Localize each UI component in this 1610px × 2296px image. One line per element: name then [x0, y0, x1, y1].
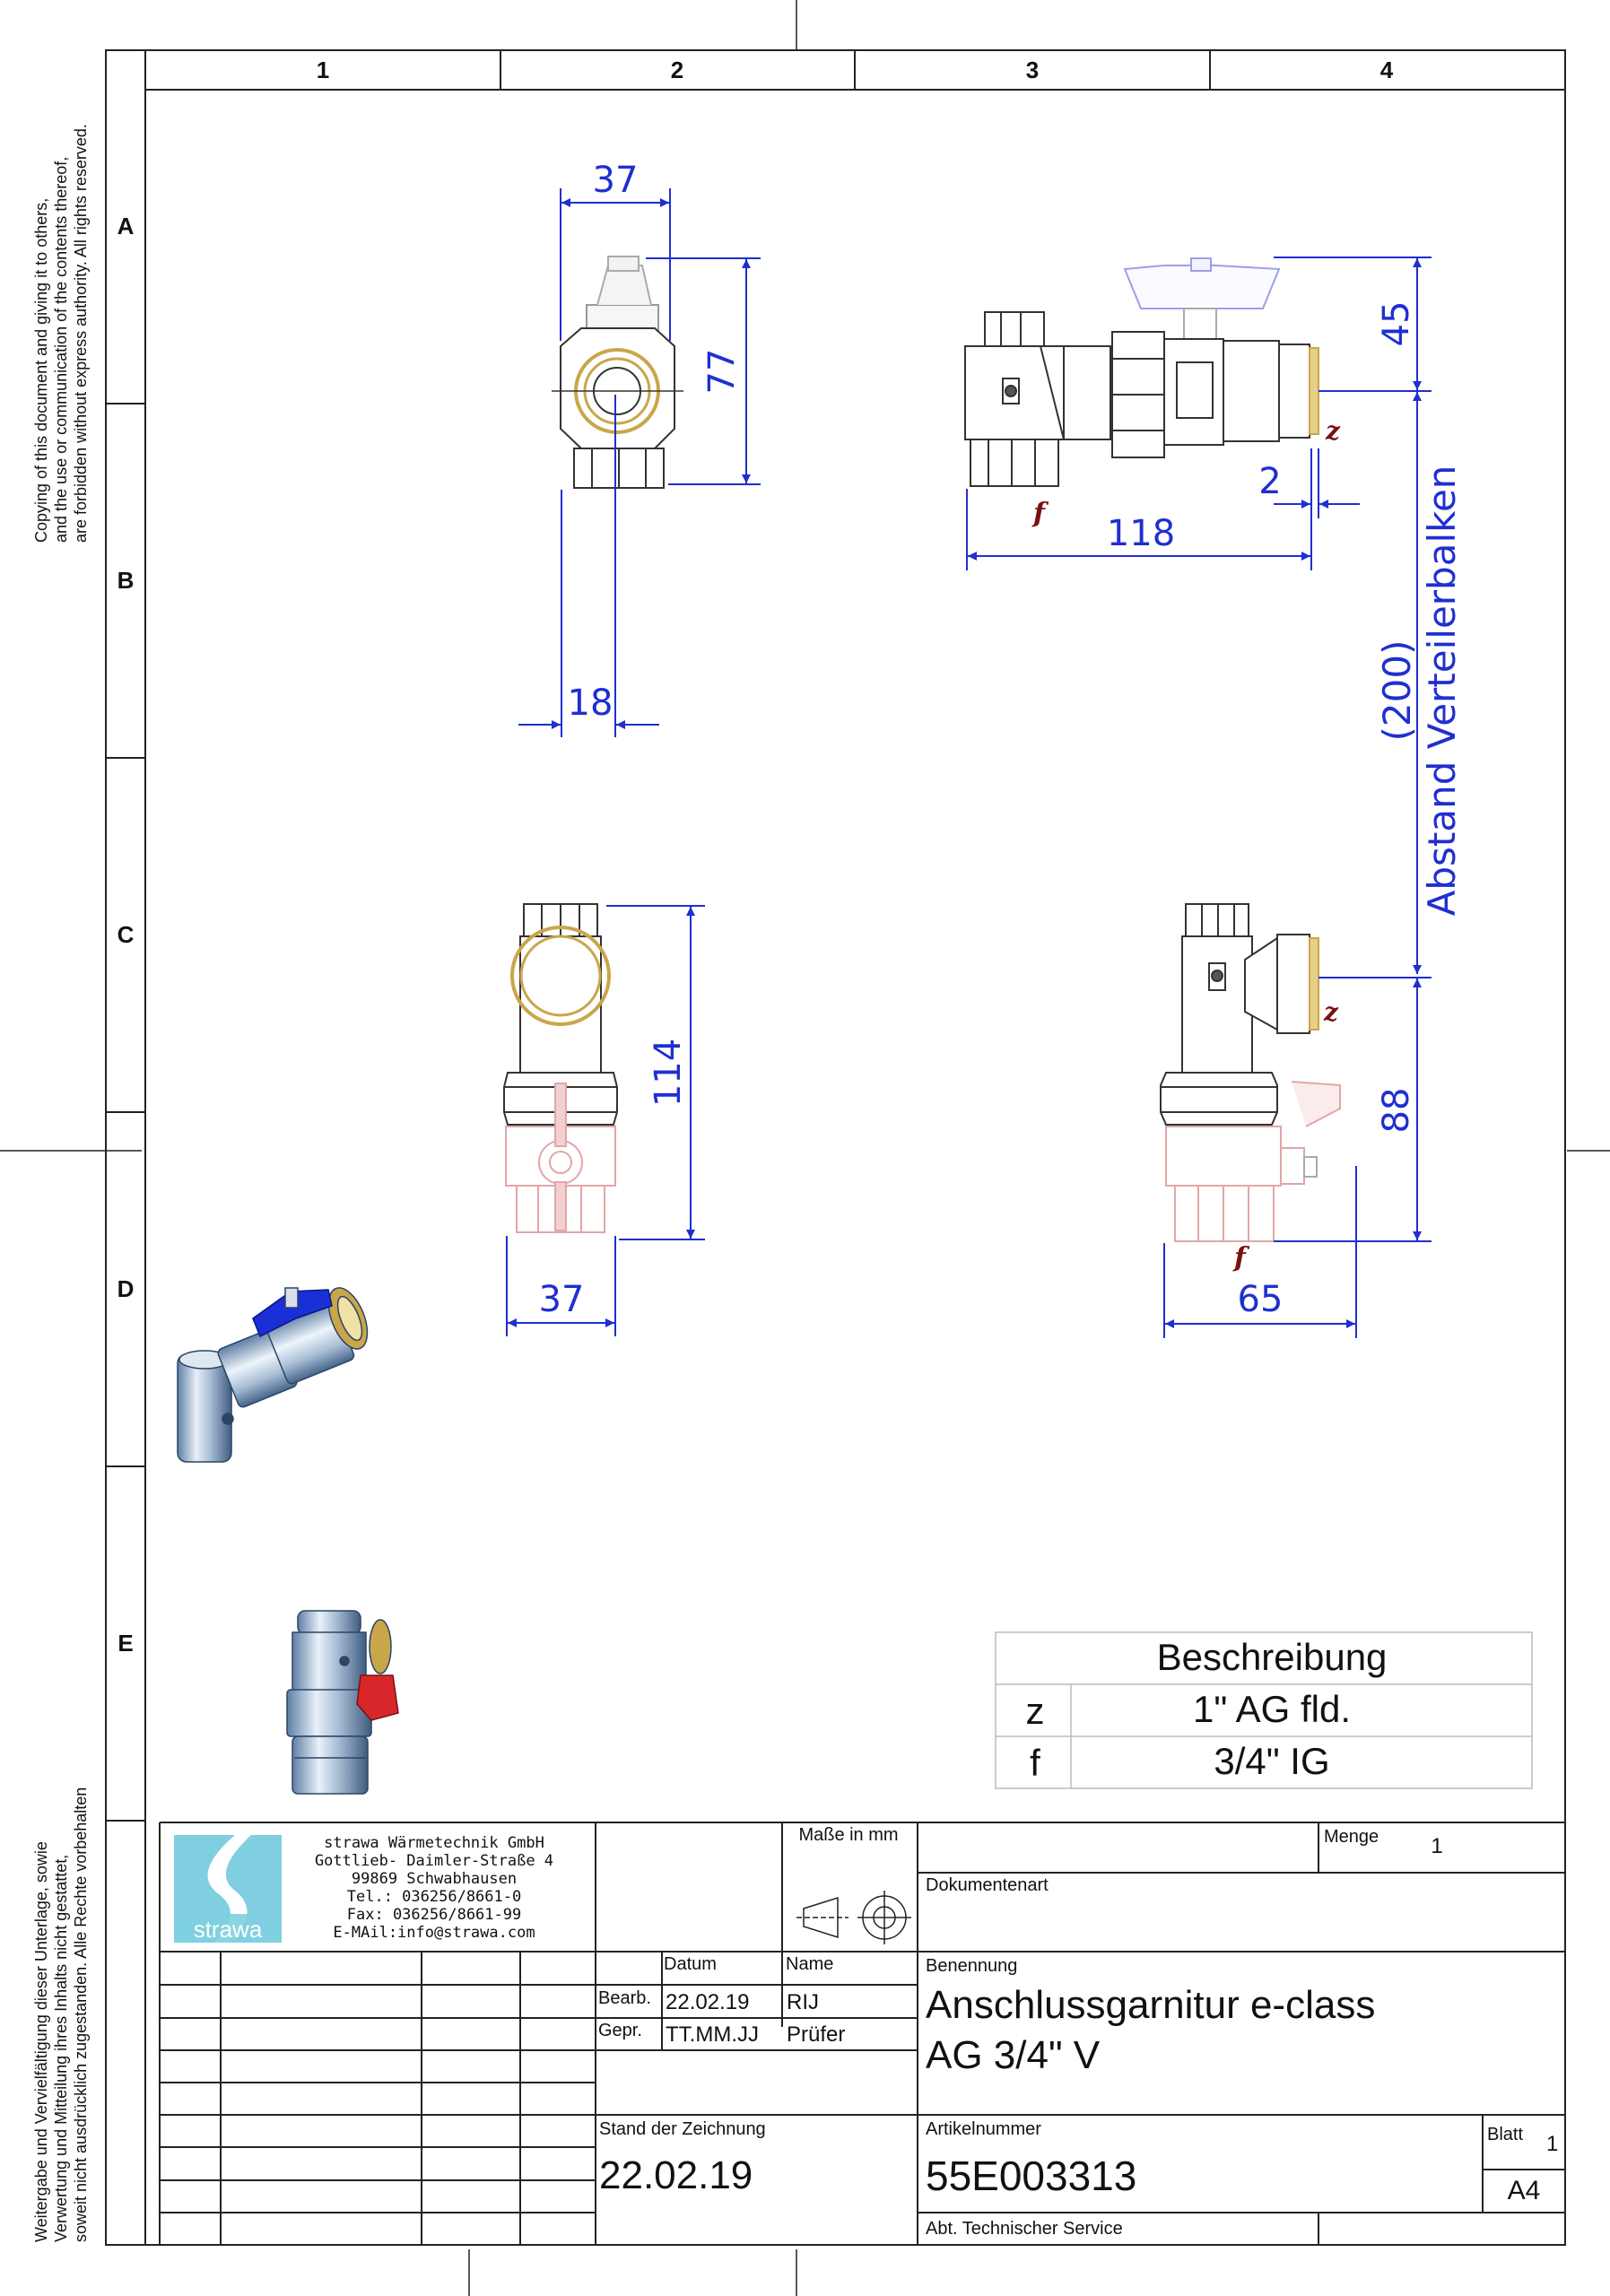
description-key-z: z — [1025, 1690, 1045, 1732]
grid-col-2: 2 — [670, 57, 684, 83]
dokumentenart-label: Dokumentenart — [926, 1875, 1049, 1895]
bearb-date: 22.02.19 — [666, 1990, 750, 2014]
strawa-logo — [174, 1835, 282, 1943]
svg-text:Verwertung und Mitteilung ihre: Verwertung und Mitteilung ihres Inhalts nicht gestattet, — [52, 1854, 70, 2242]
illustration-valve-blue-handle — [178, 1283, 375, 1462]
logo-text: strawa — [193, 1916, 263, 1943]
dim-top-height: 77 — [701, 348, 743, 395]
svg-text:Gottlieb- Daimler-Straße 4: Gottlieb- Daimler-Straße 4 — [314, 1852, 554, 1870]
marker-z-right: z — [1324, 997, 1338, 1027]
stand-value: 22.02.19 — [599, 2153, 753, 2197]
description-value-z: 1" AG fld. — [1193, 1688, 1351, 1730]
blatt-label: Blatt — [1487, 2125, 1524, 2144]
svg-text:and the use or communication o: and the use or communication of the contents thereof, — [52, 156, 70, 543]
menge-value: 1 — [1431, 1834, 1443, 1858]
dim-front-height: 114 — [648, 1038, 689, 1108]
menge-label: Menge — [1324, 1827, 1379, 1847]
units-label: Maße in mm — [798, 1825, 899, 1845]
marker-f-right: f — [1234, 1242, 1246, 1274]
dim-side-length: 118 — [1106, 513, 1176, 554]
marker-f-side: f — [1033, 498, 1045, 529]
benennung-label: Benennung — [926, 1956, 1018, 1976]
benennung-line2: AG 3/4" V — [926, 2033, 1101, 2077]
gepr-name: Prüfer — [787, 2022, 846, 2047]
bearb-label: Bearb. — [598, 1988, 651, 2008]
description-key-f: f — [1030, 1742, 1040, 1784]
svg-text:E-MAil:info@strawa.com: E-MAil:info@strawa.com — [333, 1924, 535, 1942]
grid-row-b: B — [117, 567, 135, 594]
stand-label: Stand der Zeichnung — [599, 2119, 766, 2139]
datum-label: Datum — [664, 1954, 717, 1974]
dim-right-65: 65 — [1237, 1279, 1284, 1320]
dim-distance-value: (200) — [1375, 639, 1419, 742]
dim-side-2: 2 — [1258, 461, 1282, 502]
grid-col-1: 1 — [316, 57, 330, 83]
dim-offset-18: 18 — [567, 683, 614, 724]
view-top-left — [552, 257, 683, 488]
department-label: Abt. Technischer Service — [926, 2219, 1123, 2239]
grid-row-e: E — [117, 1630, 134, 1657]
svg-text:Tel.: 036256/8661-0: Tel.: 036256/8661-0 — [346, 1888, 522, 1906]
copyright-german — [32, 1787, 90, 2242]
benennung-line1: Anschlussgarnitur e-class — [926, 1983, 1376, 2027]
svg-text:Copying of this document and g: Copying of this document and giving it to others, — [32, 197, 50, 543]
dim-top-width: 37 — [592, 160, 639, 201]
view-front — [504, 904, 617, 1232]
artikel-value: 55E003313 — [926, 2152, 1137, 2199]
svg-text:99869 Schwabhausen: 99869 Schwabhausen — [351, 1870, 518, 1888]
grid-row-c: C — [117, 921, 135, 948]
gepr-date: TT.MM.JJ — [666, 2022, 759, 2047]
illustration-valve-red-handle — [287, 1611, 398, 1794]
svg-text:Weitergabe und Vervielfältigun: Weitergabe und Vervielfältigung dieser Unterlage, sowie — [32, 1841, 50, 2242]
format-value: A4 — [1507, 2176, 1541, 2205]
view-side — [965, 258, 1318, 486]
projection-symbol — [796, 1891, 911, 1944]
grid-row-a: A — [117, 213, 135, 239]
blatt-value: 1 — [1546, 2132, 1559, 2156]
bearb-name: RIJ — [787, 1990, 819, 2014]
dim-distance-label: Abstand Verteilerbalken — [1420, 465, 1464, 917]
dim-front-width: 37 — [538, 1279, 585, 1320]
view-right — [1161, 904, 1340, 1241]
svg-text:are forbidden without express: are forbidden without express authority. All rights reserved. — [72, 124, 90, 543]
name-label: Name — [786, 1954, 834, 1974]
svg-text:Fax: 036256/8661-99: Fax: 036256/8661-99 — [346, 1906, 522, 1924]
dim-side-45: 45 — [1376, 300, 1417, 347]
grid-row-d: D — [117, 1275, 135, 1302]
grid-col-4: 4 — [1379, 57, 1394, 83]
company-address — [315, 1834, 553, 1942]
dim-right-88: 88 — [1376, 1087, 1417, 1134]
grid-col-3: 3 — [1025, 57, 1040, 83]
description-header: Beschreibung — [1156, 1636, 1388, 1678]
gepr-label: Gepr. — [598, 2021, 642, 2040]
svg-text:strawa Wärmetechnik GmbH: strawa Wärmetechnik GmbH — [324, 1834, 544, 1852]
copyright-english — [32, 124, 90, 543]
description-value-f: 3/4" IG — [1214, 1740, 1330, 1782]
marker-z-side: z — [1326, 416, 1340, 446]
svg-text:soweit nicht ausdrücklich zuge: soweit nicht ausdrücklich zugestanden. Alle Rechte vorbehalten — [72, 1787, 90, 2242]
artikel-label: Artikelnummer — [926, 2119, 1041, 2139]
drawing-frame — [106, 50, 1565, 2245]
